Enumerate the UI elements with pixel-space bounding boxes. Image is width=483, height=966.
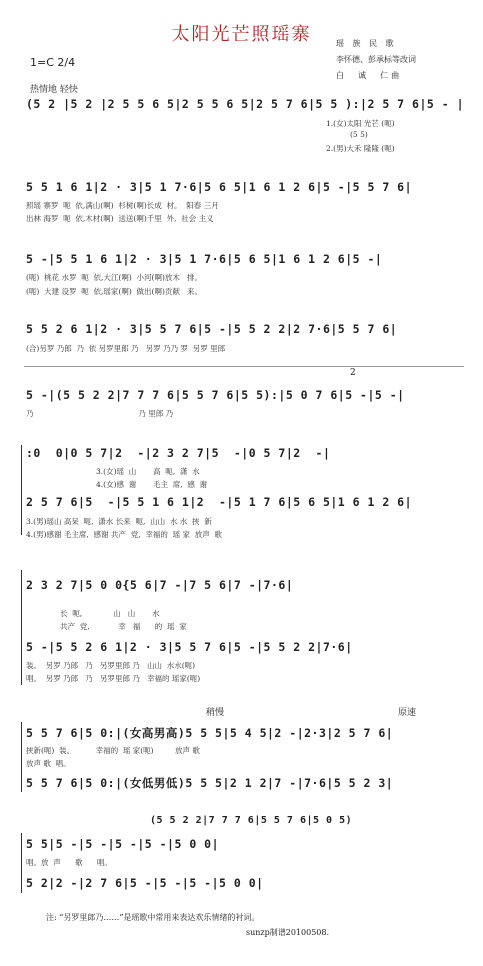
notation-row-6: :0 0|0 5 7|2 -|2 3 2 7|5 -|0 5 7|2 -|	[26, 446, 331, 460]
lyric-row-7a: 3.(男)瑶山 高呆 呃, 潇水 长来 呃, 山山 水 水 挟 新	[26, 517, 212, 526]
notation-row-12: 5 5|5 -|5 -|5 -|5 -|5 0 0|	[26, 837, 220, 851]
lyric-row-1b: (5 5)	[350, 130, 368, 139]
lyric-row-4: (合)另罗 乃郎 乃 依 另罗里郎 乃 另罗 乃乃 罗 另罗 里郎	[26, 344, 226, 353]
lyric-row-8a: 长 呃, 山 山 水	[60, 609, 160, 618]
lyric-row-6b: 4.(女)感 谢 毛主 席, 感 谢	[96, 480, 208, 489]
notation-row-10: 5 5 7 6|5 0:|(女高男高)5 5 5|5 4 5|2 -|2·3|2 5 7 6|	[26, 726, 394, 740]
lyric-row-10b: 放声 歌 唱。	[26, 759, 71, 768]
lyric-row-1a: 1.(女)太阳 光芒 (呃)	[326, 119, 395, 128]
key-signature: 1=C 2/4	[30, 56, 76, 69]
volta-number: 2	[350, 368, 356, 378]
notation-row-11: 5 5 7 6|5 0:|(女低男低)5 5 5|2 1 2|7 -|7·6|5 5 2 3|	[26, 776, 394, 790]
lyric-row-1c: 2.(男)大禾 隆隆 (呃)	[326, 144, 395, 153]
lyric-row-9b: 唱。 另罗 乃郎 乃 另罗里郎 乃 幸福的 瑶家(呃)	[26, 674, 201, 683]
lyric-row-9a: 装。 另罗 乃郎 乃 另罗里郎 乃 山山 水水(呃)	[26, 661, 196, 670]
notation-row-8: 2 3 2 7|5 0 0{5 6|7 -|7 5 6|7 -|7·6|	[26, 578, 294, 592]
lyric-row-12: 唱。放 声 歌 唱。	[26, 858, 112, 867]
transcriber-signature: sunzp制谱20100508.	[246, 928, 330, 937]
lyric-row-6a: 3.(女)瑶 山 高 呃, 潇 水	[96, 467, 200, 476]
song-title: 太阳光芒照瑶寨	[171, 24, 312, 45]
credit-genre: 瑶 族 民 歌	[336, 39, 397, 48]
notation-interlude: (5 5 2 2|7 7 7 6|5 5 7 6|5 0 5)	[150, 815, 353, 826]
notation-row-13: 5 2|2 -|2 7 6|5 -|5 -|5 -|5 0 0|	[26, 876, 264, 890]
lyric-row-8b: 共产 党, 幸 福 的 瑶 家	[60, 622, 187, 631]
volta-line	[24, 366, 464, 367]
lyric-row-2a: 照瑶 寨罗 呃 依,满山(啊) 杉树(啊)长成 材。 阳春 三月	[26, 201, 219, 210]
notation-row-9: 5 -|5 5 2 6 1|2 · 3|5 5 7 6|5 -|5 5 2 2|7·6|	[26, 640, 353, 654]
credit-lyricist: 李怀德、彭承标等改词	[336, 55, 416, 64]
lyric-row-3a: (呃) 桃花 水罗 呃 依,大江(啊) 小河(啊)放木 排。	[26, 273, 203, 282]
lyric-row-10a: 挟新(呃) 装。 幸福的 瑶 家(呃) 放声 歌	[26, 746, 200, 755]
lyric-row-7b: 4.(男)感谢 毛主席, 感谢 共产 党, 幸福的 瑶 家 放声 歌	[26, 530, 223, 539]
notation-row-5: 5 -|(5 5 2 2|7 7 7 6|5 5 7 6|5 5):|5 0 7 6|5 -|5 -|	[26, 388, 405, 402]
credit-composer: 白 诚 仁曲	[336, 71, 403, 80]
notation-row-4: 5 5 2 6 1|2 · 3|5 5 7 6|5 -|5 5 2 2|2 7·6|5 5 7 6|	[26, 322, 398, 336]
lyric-row-5: 乃 乃 里郎 乃	[26, 409, 174, 418]
tempo-slower: 稍慢	[206, 708, 225, 718]
lyric-row-3b: (呃) 大建 设罗 呃 依,瑶家(啊) 做出(啊)贡献 来。	[26, 287, 203, 296]
tempo-marking: 热情地 轻快	[30, 85, 78, 95]
notation-row-3: 5 -|5 5 1 6 1|2 · 3|5 1 7·6|5 6 5|1 6 1 2 6|5 -|	[26, 252, 383, 266]
notation-row-7: 2 5 7 6|5 -|5 5 1 6 1|2 -|5 1 7 6|5 6 5|1 6 1 2 6|	[26, 495, 413, 509]
lyric-row-2b: 出林 海罗 呃 依,木材(啊) 送送(啊)千里 外, 社会 主义	[26, 214, 214, 223]
notation-row-1: (5 2 |5 2 |2 5 5 6 5|2 5 5 6 5|2 5 7 6|5 5 ):|2 5 7 6|5 - |	[26, 97, 464, 111]
footnote: 注: “另罗里郎乃……”是瑶歌中常用来表达欢乐情绪的衬词。	[46, 913, 260, 922]
tempo-original: 原速	[398, 708, 417, 718]
notation-row-2: 5 5 1 6 1|2 · 3|5 1 7·6|5 6 5|1 6 1 2 6|5 -|5 5 7 6|	[26, 180, 413, 194]
